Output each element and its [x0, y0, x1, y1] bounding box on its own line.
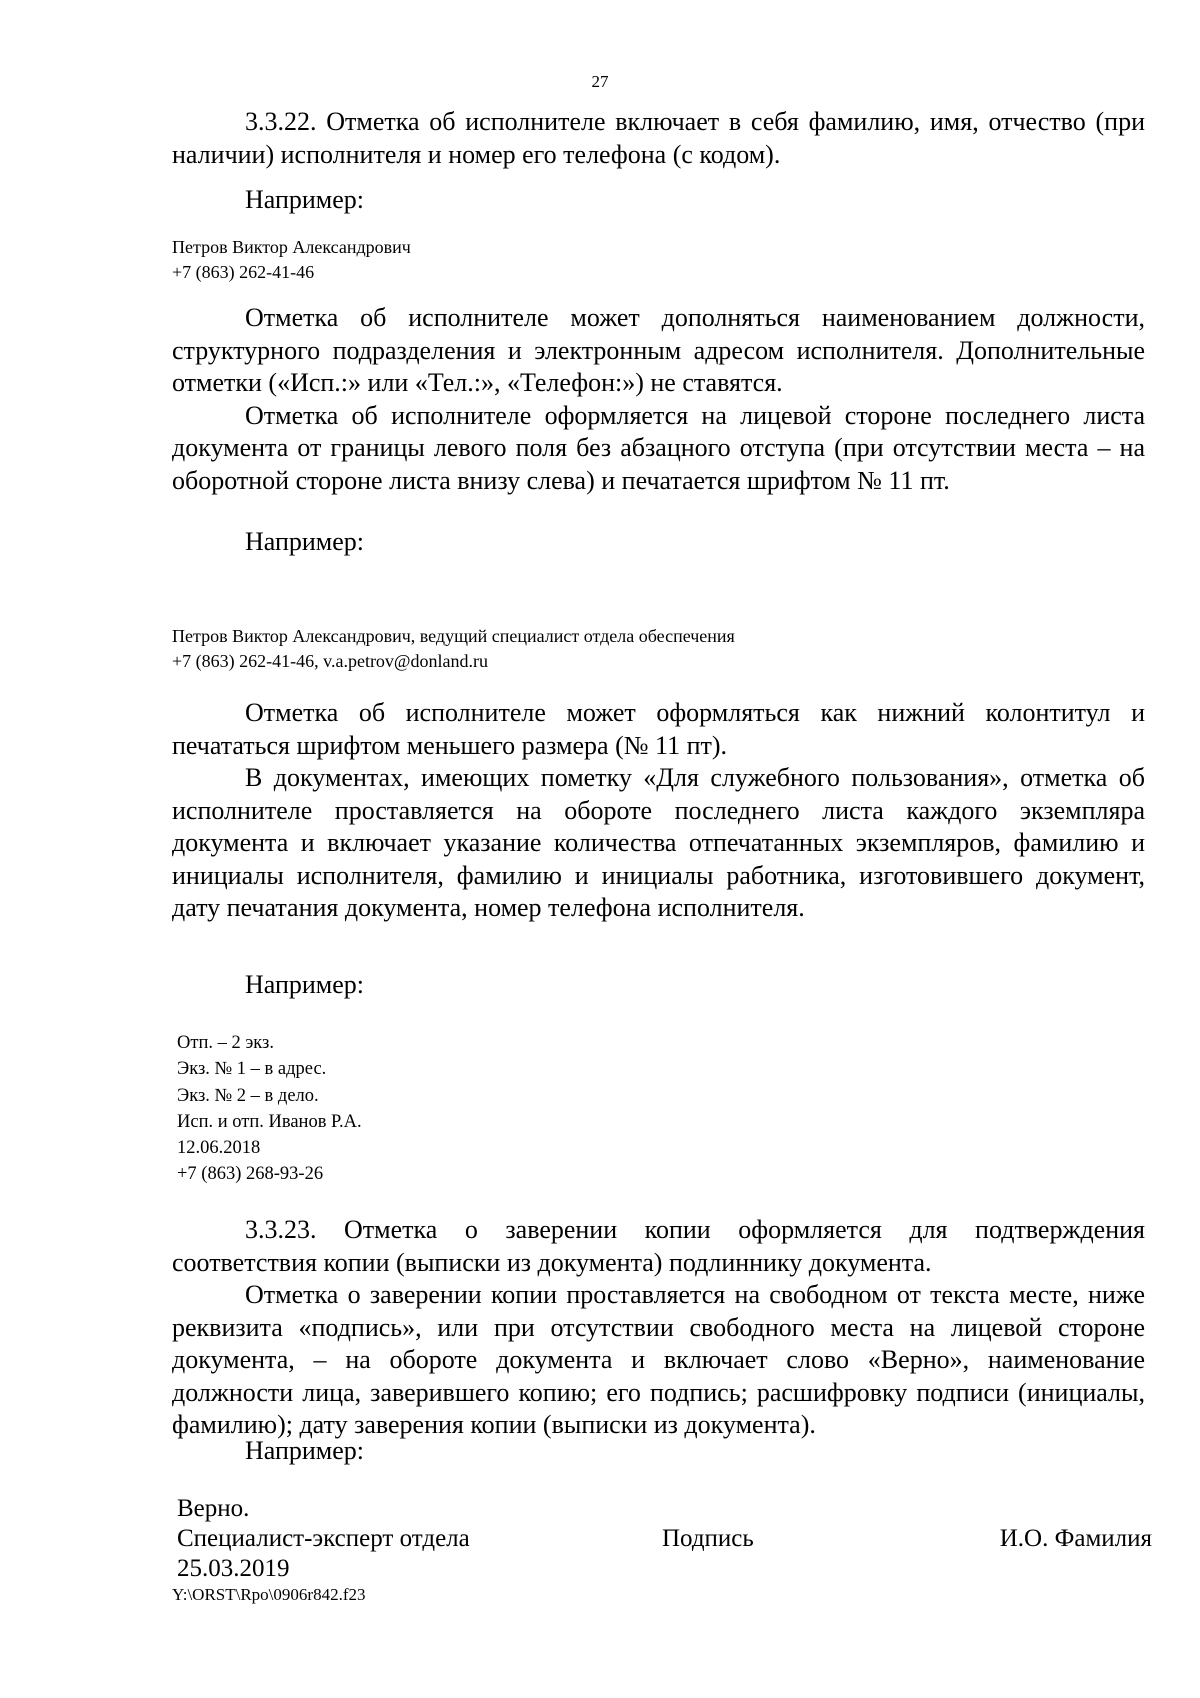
- paragraph-text: Отметка об исполнителе может дополняться наименованием должности, структурного подразделения и электронным адресом исполнителя. Дополнительные отметки («Исп.:» или «Тел.:», «Телефон:») не ставятся.: [172, 303, 1145, 397]
- cert-date: 25.03.2019: [177, 1555, 290, 1582]
- cert-name: И.О. Фамилия: [999, 1525, 1152, 1552]
- executor-example-1: [172, 235, 411, 285]
- example-label: Например:: [245, 527, 365, 556]
- paragraph-additions: [172, 302, 1145, 497]
- paragraph-text: 3.3.22. Отметка об исполнителе включает в себя фамилию, имя, отчество (при наличии) исполнителя и номер его телефона (с кодом).: [172, 107, 1145, 169]
- paragraph-text: 3.3.23. Отметка о заверении копии оформляется для подтверждения соответствия копии (выписки из документа) подлиннику документа.: [172, 1215, 1145, 1277]
- example-line: Экз. № 1 – в адрес.: [177, 1059, 327, 1080]
- cert-signature: Подпись: [662, 1525, 754, 1552]
- paragraph-footer-note: [172, 697, 1145, 925]
- paragraph-3-3-22: [172, 106, 1145, 171]
- example-line: +7 (863) 262-41-46: [172, 262, 315, 282]
- example-label: Например:: [245, 970, 365, 999]
- footer-file-path: Y:\ORST\Rpo\0906r842.f23: [172, 1585, 366, 1604]
- example-label: Например:: [245, 185, 365, 214]
- paragraph-text: Отметка об исполнителе оформляется на лицевой стороне последнего листа документа от границы левого поля без абзацного отступа (при отсутствии места – на оборотной стороне листа внизу слева) и печатается шрифтом № 11 пт.: [172, 400, 1145, 495]
- example-label: Например:: [245, 1436, 365, 1465]
- paragraph-3-3-23: [172, 1214, 1145, 1442]
- page-number: 27: [591, 72, 609, 91]
- executor-example-2: [172, 624, 735, 674]
- example-line: Экз. № 2 – в дело.: [177, 1085, 319, 1106]
- paragraph-text: Отметка о заверении копии проставляется на свободном от текста месте, ниже реквизита «подпись», или при отсутствии свободного места на лицевой стороне документа, – на обороте документа и включает слово «Верно», наименование должности лица, заверившего копию; его подпись; расшифровку подписи (инициалы, фамилию); дату заверения копии (выписки из документа).: [172, 1280, 1145, 1439]
- executor-example-3: [177, 1030, 362, 1188]
- example-line: +7 (863) 262-41-46, v.a.petrov@donland.ru: [172, 651, 488, 671]
- paragraph-text: Отметка об исполнителе может оформляться как нижний колонтитул и печататься шрифтом меньшего размера (№ 11 пт).: [172, 698, 1145, 760]
- cert-signature-row: [177, 1524, 1152, 1554]
- example-line: Петров Виктор Александрович: [172, 237, 411, 257]
- paragraph-text: В документах, имеющих пометку «Для служебного пользования», отметка об исполнителе проставляется на обороте последнего листа каждого экземпляра документа и включает указание количества отпечатанных экземпляров, фамилию и инициалы исполнителя, фамилию и инициалы работника, изготовившего документ, дату печатания документа, номер телефона исполнителя.: [172, 763, 1145, 922]
- example-line: 12.06.2018: [177, 1138, 261, 1159]
- cert-line: Верно.: [177, 1495, 250, 1522]
- example-line: +7 (863) 268-93-26: [177, 1164, 324, 1185]
- copy-certification-example: [177, 1494, 1152, 1584]
- example-line: Петров Виктор Александрович, ведущий специалист отдела обеспечения: [172, 626, 735, 646]
- example-line: Исп. и отп. Иванов Р.А.: [177, 1111, 362, 1132]
- cert-position: Специалист-эксперт отдела: [177, 1525, 470, 1552]
- example-line: Отп. – 2 экз.: [177, 1033, 274, 1053]
